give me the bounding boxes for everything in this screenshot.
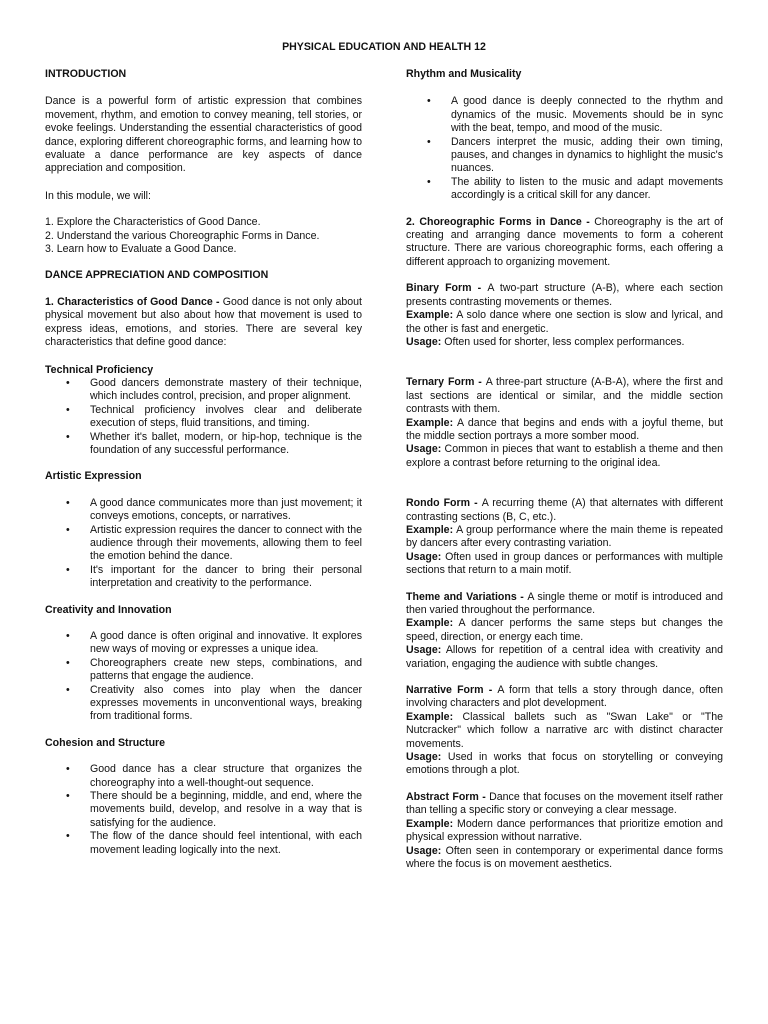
section-heading: DANCE APPRECIATION AND COMPOSITION bbox=[45, 269, 269, 282]
rondo-example bbox=[406, 524, 723, 551]
usage-text: Common in pieces that want to establish a theme and then explore a contrast before returning to the original idea. bbox=[406, 443, 723, 469]
theme-form-desc: A single theme or motif is introduced and then varied throughout the performance. bbox=[406, 590, 723, 616]
characteristics-heading: 1. Characteristics of Good Dance - bbox=[45, 295, 223, 308]
example-label: Example: bbox=[406, 523, 454, 536]
usage-label: Usage: bbox=[406, 751, 442, 764]
module-lead: In this module, we will: bbox=[45, 189, 151, 202]
list-item: • Good dance has a clear structure that organizes the choreography into a well-thought-out sequence. bbox=[45, 763, 362, 790]
abstract-form-block bbox=[406, 791, 723, 818]
objective-item: 1. Explore the Characteristics of Good Dance. bbox=[45, 216, 261, 229]
example-label: Example: bbox=[406, 617, 454, 630]
usage-text: Used in works that focus on storytelling or conveying emotions through a plot. bbox=[406, 751, 723, 777]
example-label: Example: bbox=[406, 817, 454, 830]
characteristics-text: Good dance is not only about physical movement but also about how that movement is used to express ideas, emotions, and stories. There are several key characteristics that define good dance: bbox=[45, 295, 362, 349]
list-item: • There should be a beginning, middle, and end, where the movements build, develop, and resolve in a way that is satisfying for the audience. bbox=[45, 790, 362, 830]
list-item: • Choreographers create new steps, combinations, and patterns that engage the audience. bbox=[45, 657, 362, 684]
abstract-form-desc: Dance that focuses on the movement itself rather than telling a specific story or conveying a clear message. bbox=[406, 790, 723, 817]
ternary-form-desc: A three-part structure (A-B-A), where the first and last sections are identical or similar, and the middle section contrasts with them. bbox=[406, 376, 723, 416]
cohesion-heading: Cohesion and Structure bbox=[45, 736, 166, 749]
creativity-list bbox=[45, 630, 362, 724]
usage-text: Allows for repetition of a central idea with creativity and variation, engaging the audience with subtle changes. bbox=[406, 644, 723, 670]
example-text: A group performance where the main theme is repeated by dancers after every contrasting variation. bbox=[406, 523, 723, 550]
theme-usage bbox=[406, 644, 723, 671]
list-item: • The ability to listen to the music and adapt movements accordingly is a critical skill for any dancer. bbox=[406, 176, 723, 203]
binary-form-name: Binary Form - bbox=[406, 282, 488, 295]
artistic-heading: Artistic Expression bbox=[45, 470, 142, 483]
list-item: • Artistic expression requires the dancer to connect with the audience through their movements, allowing them to feel the emotion behind the dance. bbox=[45, 524, 362, 564]
rhythm-heading: Rhythm and Musicality bbox=[406, 68, 522, 80]
ternary-usage bbox=[406, 443, 723, 470]
list-item: • A good dance communicates more than just movement; it conveys emotions, concepts, or narratives. bbox=[45, 497, 362, 524]
usage-label: Usage: bbox=[406, 443, 442, 456]
forms-paragraph bbox=[406, 216, 723, 270]
list-item: • Creativity also comes into play when the dancer expresses movements in unconventional ways, breaking from traditional forms. bbox=[45, 684, 362, 724]
narrative-form-desc: A form that tells a story through dance, often involving characters and plot development. bbox=[406, 684, 723, 710]
creativity-heading: Creativity and Innovation bbox=[45, 603, 172, 616]
abstract-form-name: Abstract Form - bbox=[406, 790, 490, 803]
abstract-usage bbox=[406, 845, 723, 872]
rondo-form-desc: A recurring theme (A) that alternates with different contrasting sections (B, C, etc.). bbox=[406, 497, 723, 523]
binary-form-block bbox=[406, 282, 723, 309]
usage-text: Often used in group dances or performances with multiple sections that return to a main motif. bbox=[406, 550, 723, 577]
list-item: • Whether it's ballet, modern, or hip-hop, technique is the foundation of any successful performance. bbox=[45, 431, 362, 458]
example-text: A solo dance where one section is slow and lyrical, and the other is fast and energetic. bbox=[406, 309, 723, 335]
characteristics-paragraph bbox=[45, 296, 362, 350]
example-text: A dance that begins and ends with a joyful theme, but the middle section portrays a more somber mood. bbox=[406, 416, 723, 442]
usage-label: Usage: bbox=[406, 844, 442, 857]
example-label: Example: bbox=[406, 710, 454, 723]
rhythm-list bbox=[406, 95, 723, 202]
objective-item: 2. Understand the various Choreographic Forms in Dance. bbox=[45, 229, 320, 242]
cohesion-list bbox=[45, 763, 362, 857]
theme-form-block bbox=[406, 591, 723, 618]
example-label: Example: bbox=[406, 416, 454, 429]
right-column bbox=[406, 68, 723, 871]
binary-example bbox=[406, 309, 723, 336]
list-item: • A good dance is deeply connected to the rhythm and dynamics of the music. Movements should be in sync with the beat, tempo, and mood of the music. bbox=[406, 95, 723, 135]
rondo-form-name: Rondo Form - bbox=[406, 497, 482, 510]
rondo-form-block bbox=[406, 497, 723, 524]
list-item: • Technical proficiency involves clear and deliberate execution of steps, fluid transitions, and timing. bbox=[45, 404, 362, 431]
page-title: PHYSICAL EDUCATION AND HEALTH 12 bbox=[282, 41, 486, 53]
list-item: • Dancers interpret the music, adding their own timing, pauses, and changes in dynamics to highlight the music's nuances. bbox=[406, 136, 723, 176]
intro-paragraph: Dance is a powerful form of artistic expression that combines movement, rhythm, and emotion to convey meaning, tell stories, or evoke feelings. Understanding the essential characteristics of good dance, exploring different choreographic forms, and learning how to evaluate a dance performance are key aspects of dance appreciation and composition. bbox=[45, 95, 362, 175]
left-column bbox=[45, 68, 362, 857]
list-item: • It's important for the dancer to bring their personal interpretation and creativity to the performance. bbox=[45, 564, 362, 591]
usage-text: Often used for shorter, less complex performances. bbox=[441, 335, 685, 348]
binary-form-desc: A two-part structure (A-B), where each section presents contrasting movements or themes. bbox=[406, 282, 723, 308]
forms-text: Choreography is the art of creating and arranging dance movements to form a coherent structure. There are various choreographic forms, each offering a different approach to organizing movement. bbox=[406, 215, 723, 268]
example-text: Modern dance performances that prioritize emotion and physical expression without narrative. bbox=[406, 817, 723, 844]
list-item: • A good dance is often original and innovative. It explores new ways of moving or expresses a unique idea. bbox=[45, 630, 362, 657]
list-item: • Good dancers demonstrate mastery of their technique, which includes control, precision, and proper alignment. bbox=[45, 377, 362, 404]
ternary-form-block bbox=[406, 376, 723, 416]
forms-heading: 2. Choreographic Forms in Dance - bbox=[406, 215, 595, 228]
artistic-list bbox=[45, 497, 362, 591]
narrative-usage bbox=[406, 751, 723, 778]
rondo-usage bbox=[406, 551, 723, 578]
binary-usage bbox=[406, 336, 723, 349]
narrative-form-block bbox=[406, 684, 723, 711]
technical-heading: Technical Proficiency bbox=[45, 363, 154, 376]
example-label: Example: bbox=[406, 309, 454, 322]
narrative-example bbox=[406, 711, 723, 751]
example-text: Classical ballets such as "Swan Lake" or "The Nutcracker" which follow a narrative arc with distinct character movements. bbox=[406, 710, 723, 750]
ternary-form-name: Ternary Form - bbox=[406, 376, 486, 389]
ternary-example bbox=[406, 417, 723, 444]
example-text: A dancer performs the same steps but changes the speed, direction, or energy each time. bbox=[406, 617, 723, 643]
theme-example bbox=[406, 617, 723, 644]
abstract-example bbox=[406, 818, 723, 845]
theme-form-name: Theme and Variations - bbox=[406, 590, 528, 603]
objective-item: 3. Learn how to Evaluate a Good Dance. bbox=[45, 243, 237, 256]
usage-label: Usage: bbox=[406, 550, 442, 563]
usage-text: Often seen in contemporary or experimental dance forms where the focus is on movement aesthetics. bbox=[406, 844, 723, 870]
narrative-form-name: Narrative Form - bbox=[406, 684, 498, 697]
technical-list bbox=[45, 377, 362, 457]
intro-heading: INTRODUCTION bbox=[45, 68, 127, 80]
list-item: • The flow of the dance should feel intentional, with each movement leading logically into the next. bbox=[45, 830, 362, 857]
usage-label: Usage: bbox=[406, 644, 442, 657]
usage-label: Usage: bbox=[406, 335, 442, 348]
